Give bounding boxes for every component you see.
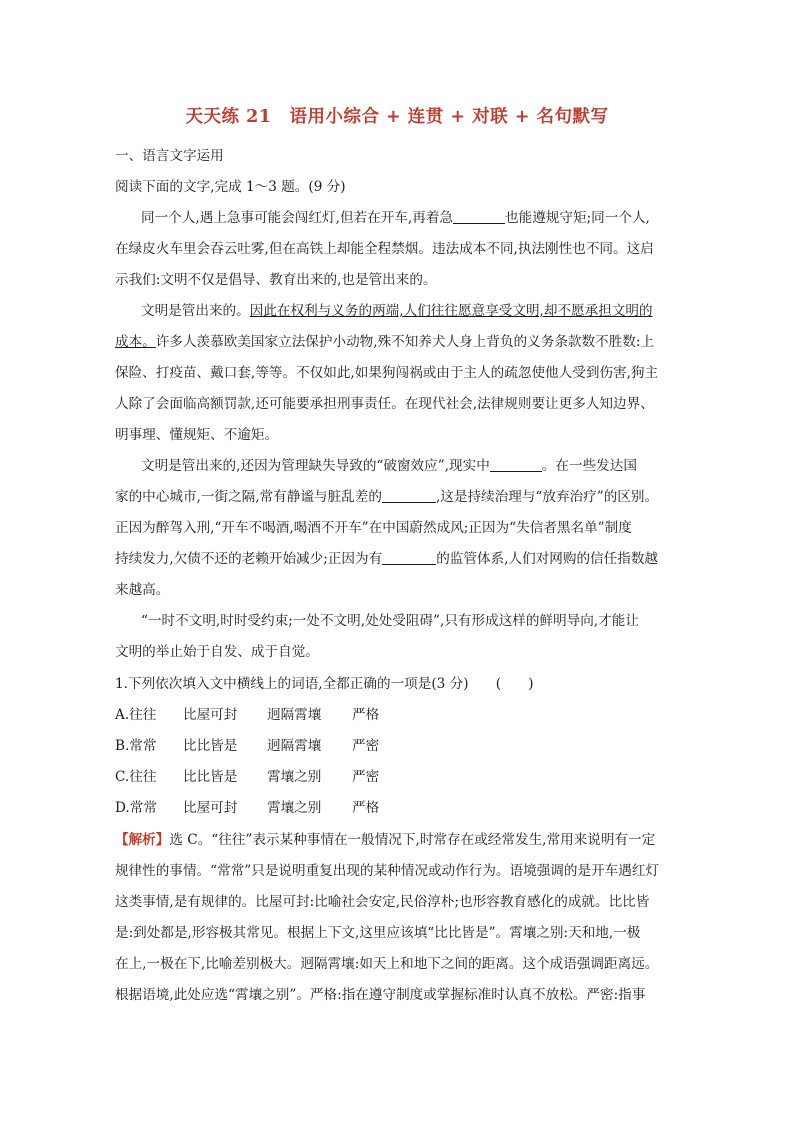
analysis-line: 根据语境,此处应选“霄壤之别”。严格:指在遵守制度或掌握标准时认真不放松。严密:指事 [115,987,646,1003]
paragraph-2-line: 明事理、懂规矩、不逾矩。 [115,427,279,443]
fill-blank-4 [382,550,436,565]
paragraph-3-line: 持续发力,欠债不还的老赖开始减少;正因为有 的监管体系,人们对网购的信任指数越 [115,551,659,567]
fill-blank-3 [382,488,436,503]
underlined-sentence: 因此在权利与义务的两端,人们往往愿意享受文明,却不愿承担文明的 [249,303,653,319]
option-c: C.往往 比比皆是 霄壤之别 严密 [115,769,380,785]
section-heading: 一、语言文字运用 [115,148,224,164]
analysis-line: 是:到处都是,形容极其常见。根据上下文,这里应该填“比比皆是”。霄壤之别:天和地,一极 [115,925,641,941]
paragraph-2-line: 保险、打疫苗、戴口套,等等。不仅如此,如果狗闯祸或由于主人的疏忽使他人受到伤害,狗主 [115,365,659,381]
analysis-line: 【解析】选 C。“往往”表示某种事情在一般情况下,时常存在或经常发生,常用来说明有一定 [115,832,656,848]
paragraph-4-line: “一时不文明,时时受约束;一处不文明,处处受阻碍”,只有形成这样的鲜明导向,才能让 [141,613,639,629]
paragraph-4-line: 文明的举止始于自发、成于自觉。 [115,644,319,660]
analysis-line: 这类事情,是有规律的。比屋可封:比喻社会安定,民俗淳朴;也形容教育感化的成就。比比皆 [115,894,650,910]
paragraph-2-line: 成本。许多人羡慕欧美国家立法保护小动物,殊不知养犬人身上背负的义务条款数不胜数:上 [115,334,655,350]
paragraph-3-line: 家的中心城市,一街之隔,常有静谧与脏乱差的 ,这是持续治理与“放弃治疗”的区别。 [115,489,659,505]
paragraph-1-line: 在绿皮火车里会吞云吐雾,但在高铁上却能全程禁烟。违法成本不同,执法刚性也不同。这启 [115,241,654,257]
analysis-line: 在上,一极在下,比喻差别极大。迥隔霄壤:如天上和地下之间的距离。这个成语强调距离远。 [115,956,659,972]
reading-intro: 阅读下面的文字,完成 1～3 题。(9 分) [115,179,346,195]
paragraph-2-line: 人除了会面临高额罚款,还可能要承担刑事责任。在现代社会,法律规则要让更多人知边界、 [115,396,654,412]
option-d: D.常常 比屋可封 霄壤之别 严格 [115,800,380,816]
question-1: 1.下列依次填入文中横线上的词语,全都正确的一项是(3 分) ( ) [115,676,534,692]
paragraph-1-line: 示我们:文明不仅是倡导、教育出来的,也是管出来的。 [115,272,437,288]
analysis-line: 规律性的事情。“常常”只是说明重复出现的某种情况或动作行为。语境强调的是开车遇红灯 [115,863,660,879]
paragraph-1-line: 同一个人,遇上急事可能会闯红灯,但若在开车,再着急 也能遵规守矩;同一个人, [141,210,650,226]
paragraph-3-line: 文明是管出来的,还因为管理缺失导致的“破窗效应”,现实中 。在一些发达国 [141,458,637,474]
option-a: A.往往 比屋可封 迥隔霄壤 严格 [115,707,380,723]
paragraph-3-line: 正因为醉驾入刑,“开车不喝酒,喝酒不开车”在中国蔚然成风;正因为“失信者黑名单”制度 [115,520,632,536]
fill-blank-2 [490,457,542,472]
analysis-tag: 【解析】 [115,832,170,848]
option-b: B.常常 比比皆是 迥隔霄壤 严密 [115,738,380,754]
underlined-sentence: 成本。 [115,334,156,350]
paragraph-2-line: 文明是管出来的。因此在权利与义务的两端,人们往往愿意享受文明,却不愿承担文明的 [141,303,653,319]
paragraph-3-line: 来越高。 [115,582,170,598]
fill-blank-1 [453,209,505,224]
page-title: 天天练 21 语用小综合 + 连贯 + 对联 + 名句默写 [185,107,609,127]
